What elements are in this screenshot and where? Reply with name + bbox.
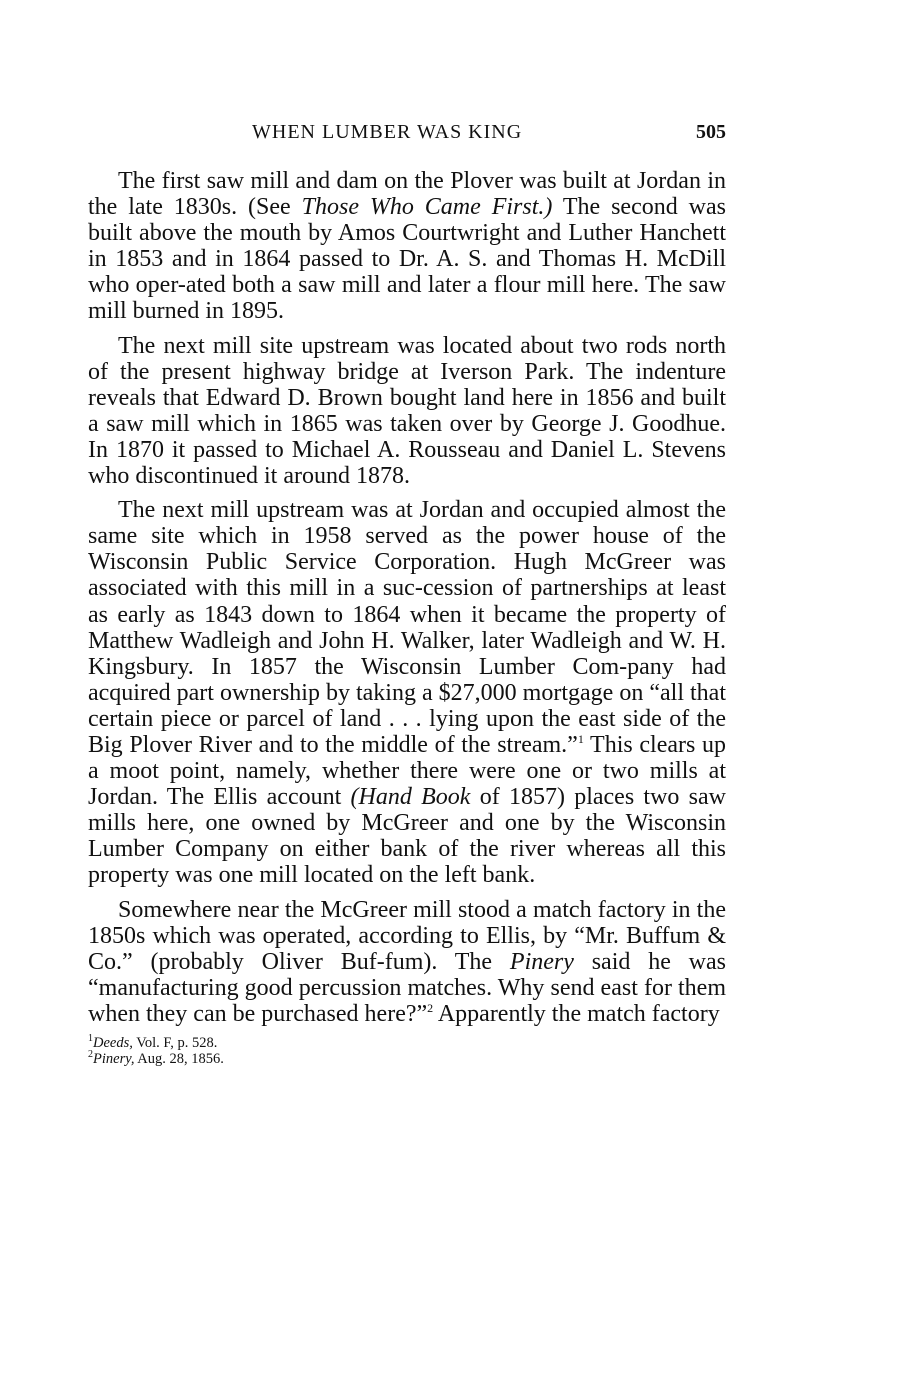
italic-title: Those Who Came First.) bbox=[301, 194, 553, 221]
italic-title: Pinery bbox=[509, 948, 574, 975]
paragraph-text: The next mill site upstream was located about two rods north of the present highway bridge at Iverson Park. The indenture reveals that Edward D. Brown bought land here in 1856 and built a saw mill which in 1865 was taken over by George J. Goodhue. In 1870 it passed to Michael A. Rousseau and Daniel L. Stevens who discontinued it around 1878. bbox=[88, 332, 726, 490]
paragraph-2 bbox=[88, 333, 726, 490]
paragraph-text: This clears up a moot point, namely, whether there were one or two mills at Jordan. The Ellis account bbox=[88, 731, 726, 811]
paragraph-text: The second was built above the mouth by Amos Courtwright and Luther Hanchett in 1853 and in 1864 passed to Dr. A. S. and Thomas H. McDill who oper-ated both a saw mill and later a flour mill here. The saw mill burned in 1895. bbox=[88, 194, 726, 325]
running-head bbox=[88, 118, 726, 154]
paragraph-text: The next mill upstream was at Jordan and occupied almost the same site which in 1958 served as the power house of the Wisconsin Public Service Corporation. Hugh McGreer was associated with this mill in a suc-cession of partnerships at least as early as 1843 down to 1864 when it became the property of Matthew Wadleigh and John H. Walker, later Wadleigh and W. H. Kingsbury. In 1857 the Wisconsin Lumber Com-pany had acquired part ownership by taking a $27,000 mortgage on “all that certain piece or parcel of land . . . lying upon the east side of the Big Plover River and to the middle of the stream.” bbox=[88, 497, 726, 758]
italic-title: (Hand Book bbox=[350, 784, 471, 811]
footnote-text: Aug. 28, 1856. bbox=[134, 1051, 224, 1067]
paragraph-4 bbox=[88, 897, 726, 1027]
footnote-number: 2 bbox=[88, 1049, 93, 1061]
footnote-2 bbox=[88, 1051, 726, 1067]
paragraph-text: of 1857) places two saw mills here, one owned by McGreer and one by the Wisconsin Lumber Company on either bank of the river whereas all this property was one mill located on the left bank. bbox=[88, 784, 726, 889]
body-text bbox=[88, 168, 726, 1027]
paragraph-1 bbox=[88, 168, 726, 325]
footnote-number: 1 bbox=[88, 1033, 93, 1045]
page-number: 505 bbox=[696, 121, 726, 143]
paragraph-text: Apparently the match factory bbox=[433, 1000, 720, 1027]
paragraph-text: Somewhere near the McGreer mill stood a match factory in the 1850s which was operated, according to Ellis, by “Mr. Buffum & Co.” (probably Oliver Buf-fum). The bbox=[88, 896, 726, 975]
footnote-1 bbox=[88, 1035, 726, 1051]
footnotes bbox=[88, 1035, 726, 1067]
running-title: WHEN LUMBER WAS KING bbox=[252, 121, 523, 143]
footnote-text: Vol. F, p. 528. bbox=[132, 1035, 218, 1051]
footnote-source: Deeds, bbox=[93, 1035, 133, 1051]
paragraph-text: The first saw mill and dam on the Plover was built at Jordan in the late 1830s. (See bbox=[88, 168, 726, 221]
footnote-ref-1: 1 bbox=[577, 731, 584, 746]
paragraph-3 bbox=[88, 497, 726, 888]
footnote-ref-2: 2 bbox=[427, 1000, 434, 1015]
book-page bbox=[88, 118, 726, 1067]
footnote-source: Pinery, bbox=[93, 1051, 135, 1067]
paragraph-text: said he was “manufacturing good percussion matches. Why send east for them when they can be purchased here?” bbox=[88, 948, 726, 1027]
